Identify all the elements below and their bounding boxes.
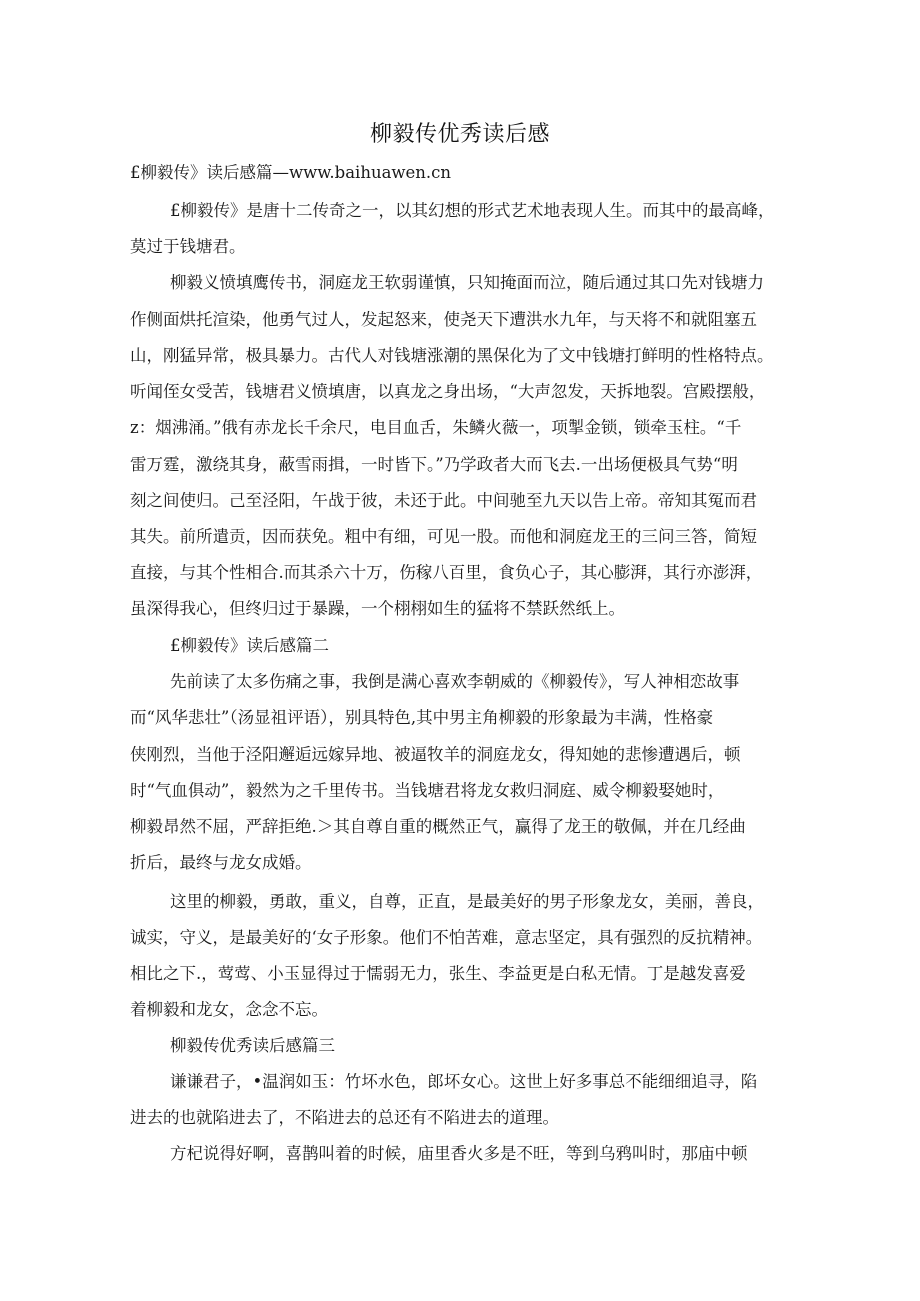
- text-line: £柳毅传》是唐十二传奇之一，以其幻想的形式艺术地表现人生。而其中的最高峰，: [170, 201, 775, 220]
- text-line: 直接，与其个性相合.而其杀六十万，伤稼八百里，食负心子，其心膨湃，其行亦澎湃，: [130, 563, 763, 582]
- text-line: 作侧面烘托渲染，他勇气过人，发起怒来，使尧天下遭洪水九年，与天将不和就阻塞五: [130, 310, 757, 329]
- text-line: £柳毅传》读后感篇—www.baihuawen.cn: [130, 163, 452, 182]
- text-line: 听闻侄女受苦，钱塘君义愤填唐，以真龙之身出场，“大声忽发，天拆地裂。宫殿摆般，: [130, 382, 766, 401]
- text-line: 方杞说得好啊，喜鹊叫着的时候，庙里香火多是不旺，等到乌鸦叫时，那庙中顿: [170, 1144, 748, 1163]
- text-line: 侠刚烈，当他于泾阳邂逅远嫁异地、被逼牧羊的洞庭龙女，得知她的悲惨遭遇后，顿: [130, 745, 741, 764]
- page-title: 柳毅传优秀读后感: [369, 122, 550, 147]
- text-line: 相比之下.，莺莺、小玉显得过于懦弱无力，张生、李益更是白私无情。丁是越发喜爱: [130, 964, 746, 983]
- text-line: 谦谦君子，•温润如玉：竹坏水色，郎坏女心。这世上好多事总不能细细追寻，陷: [170, 1072, 758, 1091]
- text-line: 进去的也就陷进去了，不陷进去的总还有不陷进去的道理。: [130, 1108, 559, 1127]
- text-line: 柳毅昂然不屈，严辞拒绝.＞其自尊自重的概然正气，赢得了龙王的敬佩，并在几经曲: [130, 817, 746, 836]
- text-line: 着柳毅和龙女，念念不忘。: [130, 1000, 328, 1019]
- text-line: 折后，最终与龙女成婚。: [130, 853, 312, 872]
- text-line: 雷万霆，激绕其身，蔽雪雨揖，一时皆下。”乃学政者大而飞去.一出场便极具气势“明: [130, 455, 738, 474]
- text-line: 而“风华悲壮”（汤显祖评语），别具特色,其中男主角柳毅的形象最为丰满，性格豪: [130, 708, 714, 727]
- section-heading: £柳毅传》读后感篇二: [170, 636, 329, 655]
- text-line: 刻之间使归。己至泾阳，午战于彼，未还于此。中间驰至九天以告上帝。帝知其冤而君: [130, 491, 757, 510]
- text-line: 虽深得我心，但终归过于暴躁，一个栩栩如生的猛将不禁跃然纸上。: [130, 599, 625, 618]
- text-line: 诚实，守义，是最美好的‘女子形象。他们不怕苦难，意志坚定，具有强烈的反抗精神。: [130, 928, 763, 947]
- text-line: 时“气血俱动”，毅然为之千里传书。当钱塘君将龙女救归洞庭、威令柳毅娶她时，: [130, 781, 725, 800]
- text-line: 这里的柳毅，勇敢，重义，自尊，正直，是最美好的男子形象龙女，美丽，善良，: [170, 892, 764, 911]
- text-line: 莫过于钱塘君。: [130, 237, 246, 256]
- text-line: z：烟沸涌。”俄有赤龙长千余尺，电目血舌，朱鳞火薇一，项掣金锁，锁牵玉柱。“千: [130, 418, 742, 437]
- text-line: 山，刚猛异常，极具暴力。古代人对钱塘涨潮的黑保化为了文中钱塘打鲜明的性格特点。: [130, 346, 774, 365]
- text-line: 柳毅义愤填鹰传书，洞庭龙王软弱谨慎，只知掩面而泣，随后通过其口先对钱塘力: [170, 273, 764, 292]
- text-line: 先前读了太多伤痛之事，我倒是满心喜欢李朝威的《柳毅传》，写人神相恋故事: [170, 672, 740, 691]
- section-heading: 柳毅传优秀读后感篇三: [170, 1036, 335, 1055]
- text-line: 其失。前所遣贡，因而获免。粗中有细，可见一股。而他和洞庭龙王的三问三答，简短: [130, 527, 757, 546]
